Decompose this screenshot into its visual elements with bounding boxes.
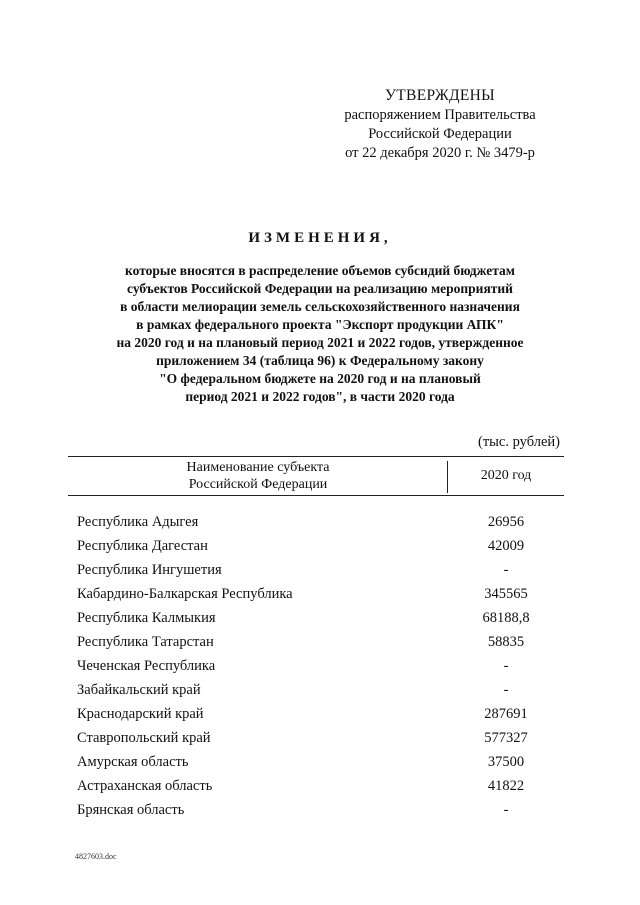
subtitle-line: "О федеральном бюджете на 2020 год и на плановый (159, 371, 481, 386)
region-name: Краснодарский край (77, 706, 204, 722)
table-row (0, 774, 640, 798)
table-row (0, 678, 640, 702)
region-value: - (503, 802, 509, 818)
subtitle-line: субъектов Российской Федерации на реализацию мероприятий (127, 281, 513, 296)
region-name: Астраханская область (77, 778, 213, 794)
region-value: 42009 (487, 538, 525, 554)
region-value: - (503, 682, 509, 698)
approval-date-line: от 22 декабря 2020 г. № 3479-р (345, 145, 535, 161)
table-row (0, 582, 640, 606)
region-name: Республика Татарстан (77, 634, 214, 650)
region-name: Амурская область (77, 754, 189, 770)
column-header-name-line-1: Наименование субъекта (186, 460, 330, 475)
units-label: (тыс. рублей) (478, 434, 560, 450)
table-body (0, 510, 640, 822)
region-value: - (503, 658, 509, 674)
file-reference: 4827603.doc (75, 852, 117, 861)
table-row (0, 702, 640, 726)
table-row (0, 510, 640, 534)
subtitle-line: приложением 34 (таблица 96) к Федеральному закону (156, 353, 484, 368)
region-value: 287691 (484, 706, 528, 722)
approval-line-1: распоряжением Правительства (344, 107, 536, 123)
table-row (0, 654, 640, 678)
region-value: 68188,8 (482, 610, 530, 626)
region-value: 58835 (487, 634, 525, 650)
table-row (0, 750, 640, 774)
table-row (0, 606, 640, 630)
document-title: ИЗМЕНЕНИЯ, (248, 230, 392, 246)
region-name: Ставропольский край (77, 730, 211, 746)
subtitle-line: на 2020 год и на плановый период 2021 и 2022 годов, утвержденное (116, 335, 524, 350)
column-header-year: 2020 год (480, 468, 532, 483)
approval-heading: УТВЕРЖДЕНЫ (385, 87, 495, 104)
region-name: Республика Дагестан (77, 538, 208, 554)
subtitle-line: которые вносятся в распределение объемов субсидий бюджетам (125, 263, 515, 278)
region-value: 345565 (484, 586, 528, 602)
region-value: - (503, 562, 509, 578)
region-name: Республика Ингушетия (77, 562, 222, 578)
subtitle-line: период 2021 и 2022 годов", в части 2020 года (185, 389, 455, 404)
region-value: 577327 (484, 730, 528, 746)
column-header-name-line-2: Российской Федерации (188, 477, 328, 492)
region-value: 41822 (487, 778, 525, 794)
subtitle-line: в рамках федерального проекта "Экспорт продукции АПК" (136, 317, 504, 332)
table-row (0, 726, 640, 750)
table-row (0, 798, 640, 822)
approval-block (320, 86, 560, 163)
document-subtitle (60, 262, 580, 406)
subtitle-line: в области мелиорации земель сельскохозяйственного назначения (120, 299, 520, 314)
region-name: Республика Адыгея (77, 514, 199, 530)
region-name: Забайкальский край (77, 682, 201, 698)
region-value: 26956 (487, 514, 525, 530)
region-name: Брянская область (77, 802, 185, 818)
column-header-name (68, 457, 448, 495)
table-row (0, 558, 640, 582)
region-name: Республика Калмыкия (77, 610, 216, 626)
table-header (68, 456, 564, 496)
region-name: Кабардино-Балкарская Республика (77, 586, 293, 602)
approval-line-2: Российской Федерации (368, 126, 512, 142)
table-row (0, 534, 640, 558)
region-value: 37500 (487, 754, 525, 770)
table-row (0, 630, 640, 654)
region-name: Чеченская Республика (77, 658, 216, 674)
